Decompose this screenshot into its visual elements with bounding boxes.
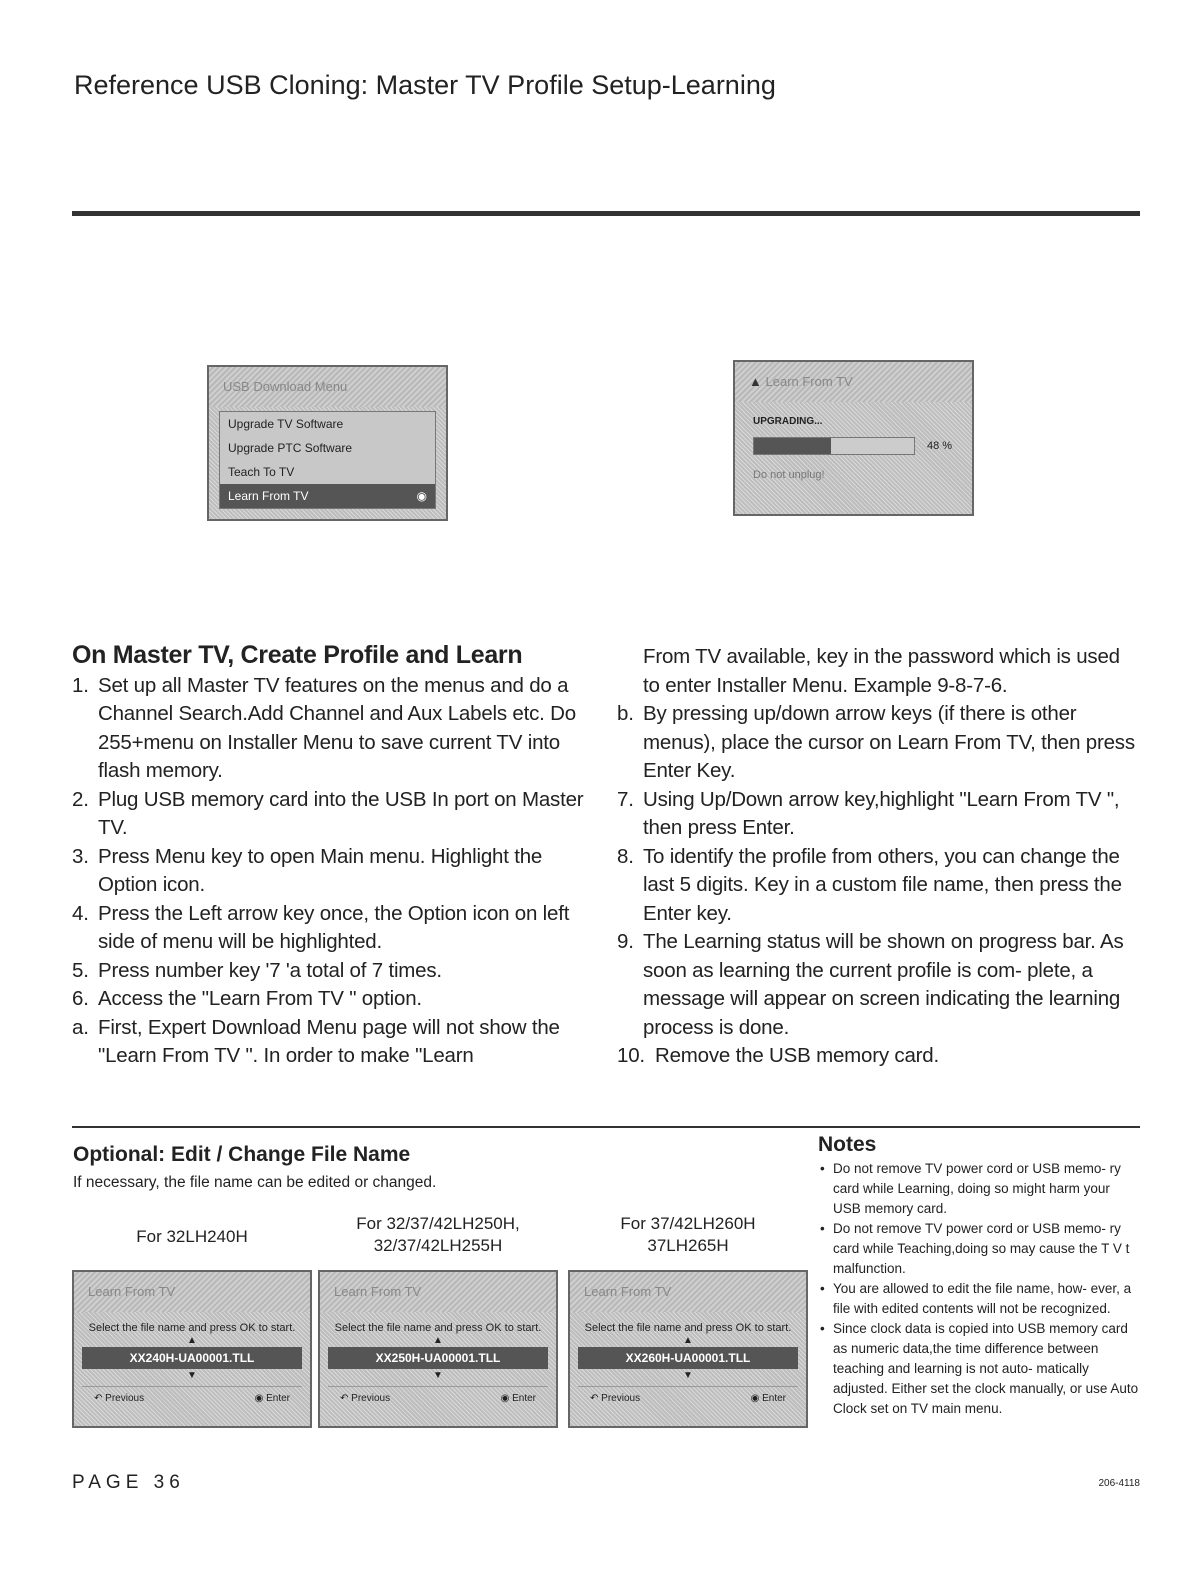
file-select-screenshot [318,1270,558,1428]
notes-heading: Notes [818,1133,877,1156]
list-item [617,843,1142,929]
file-name-field: XX260H-UA00001.TLL [578,1347,798,1369]
list-item [72,985,597,1014]
item-text: Set up all Master TV features on the menus and do a Channel Search.Add Channel and Aux Labels etc. Do 255+menu on Installer Menu to save current TV into flash memory. [98,673,576,782]
model-label-line: For 32LH240H [136,1227,248,1246]
enter-hint [751,1393,786,1404]
item-text: Plug USB memory card into the USB In port on Master TV. [98,787,584,839]
enter-hint [255,1393,290,1404]
previous-hint [340,1393,390,1404]
model-label-line: 37LH265H [647,1236,729,1255]
menu-item-label: Learn From TV [228,489,309,503]
radio-icon: ◉ [416,489,427,503]
list-item [72,672,597,786]
enter-label: Enter [762,1393,786,1404]
list-item [617,700,1142,786]
item-number: b. [617,702,634,725]
list-item [617,1042,1142,1071]
ok-icon: ◉ [750,1393,763,1404]
doc-number: 206-4118 [1098,1478,1140,1489]
model-label-line: 32/37/42LH255H [373,1236,503,1255]
return-icon: ↶ [94,1393,106,1404]
warning-text: Do not unplug! [753,469,825,481]
item-number: 1. [72,673,89,697]
page-number: PAGE 36 [72,1472,185,1493]
file-select-screenshot [568,1270,808,1428]
note-item: • Do not remove TV power cord or USB memo- ry card while Learning, doing so might harm your USB memory card. [818,1159,1140,1219]
ok-icon: ◉ [500,1393,513,1404]
prompt-text: Select the file name and press OK to start. [334,1322,542,1334]
up-arrow-icon: ▲ [433,1335,443,1346]
model-label [318,1213,558,1257]
item-number: 4. [72,901,89,925]
section-heading: On Master TV, Create Profile and Learn [72,641,523,669]
optional-subtitle: If necessary, the file name can be edited or changed. [73,1174,437,1191]
page-title: Reference USB Cloning: Master TV Profile Setup-Learning [74,70,776,100]
screen-footer [578,1386,798,1404]
divider [72,211,1140,216]
list-item [72,957,597,986]
right-column [617,643,1142,1071]
screen-header: Learn From TV [570,1272,806,1312]
optional-heading: Optional: Edit / Change File Name [73,1143,411,1166]
divider [72,1126,1140,1128]
menu-list [219,411,436,509]
down-arrow-icon: ▼ [433,1370,443,1381]
notes-panel [818,1133,1140,1419]
warning-icon: ▲ [749,374,762,389]
item-text: Press the Left arrow key once, the Option icon on left side of menu will be highlighted. [98,901,570,953]
previous-label: Previous [105,1393,145,1404]
model-label [568,1213,808,1257]
down-arrow-icon: ▼ [683,1370,693,1381]
up-arrow-icon: ▲ [683,1335,693,1346]
previous-hint [590,1393,640,1404]
up-arrow-icon: ▲ [187,1335,197,1346]
item-text: Using Up/Down arrow key,highlight "Learn From TV ", then press Enter. [643,787,1120,839]
note-item: • You are allowed to edit the file name, how- ever, a file with edited contents will not be recognized. [818,1279,1140,1319]
item-text: Press Menu key to open Main menu. Highlight the Option icon. [98,844,543,896]
item-number: 5. [72,958,89,982]
list-item [617,928,1142,1042]
item-text: Access the "Learn From TV " option. [98,987,422,1010]
enter-hint [501,1393,536,1404]
previous-label: Previous [601,1393,641,1404]
usb-download-menu-screenshot [207,365,448,521]
progress-row [735,427,972,455]
menu-item: Upgrade PTC Software [228,441,353,455]
item-number: a. [72,1015,89,1039]
list-item [72,843,597,900]
item-number: 7. [617,787,634,811]
item-number: 6. [72,987,89,1010]
list-item [72,786,597,843]
item-text: Remove the USB memory card. [655,1044,939,1067]
enter-label: Enter [266,1393,290,1404]
screen-footer [328,1386,548,1404]
screen-header: Learn From TV [320,1272,556,1312]
item-text: The Learning status will be shown on progress bar. As soon as learning the current profile is com- plete, a message will appear on screen indicating the learning process is done. [643,930,1124,1039]
left-column [72,641,597,1071]
file-name-field: XX240H-UA00001.TLL [82,1347,302,1369]
note-item: • Since clock data is copied into USB memory card as numeric data,the time difference between teaching and learning is not auto- matically adjusted. Either set the clock manually, or use Auto Clock set on TV main menu. [818,1319,1140,1419]
status-text: UPGRADING... [753,416,823,427]
list-item [617,786,1142,843]
return-icon: ↶ [590,1393,602,1404]
item-text: First, Expert Download Menu page will not show the "Learn From TV ". In order to make "Learn [98,1015,560,1067]
prompt-text: Select the file name and press OK to start. [584,1322,792,1334]
progress-fill [754,438,831,454]
screen-header: Learn From TV [74,1272,310,1312]
menu-item-selected [220,484,435,508]
item-number: 2. [72,787,89,811]
menu-item: Teach To TV [228,465,295,479]
previous-hint [94,1393,144,1404]
menu-item: Upgrade TV Software [228,417,344,431]
item-text: Press number key '7 'a total of 7 times. [98,958,442,982]
item-text: To identify the profile from others, you can change the last 5 digits. Key in a custom file name, then press the Enter key. [643,844,1122,925]
prompt-text: Select the file name and press OK to start. [88,1322,296,1334]
previous-label: Previous [351,1393,391,1404]
model-label [72,1226,312,1248]
screen-footer [82,1386,302,1404]
file-name-field: XX250H-UA00001.TLL [328,1347,548,1369]
item-number: 8. [617,844,634,868]
screen-header [735,362,972,402]
return-icon: ↶ [340,1393,352,1404]
item-text: By pressing up/down arrow keys (if there is other menus), place the cursor on Learn From TV, then press Enter Key. [643,702,1135,782]
item-number: 3. [72,844,89,868]
note-item: • Do not remove TV power cord or USB memo- ry card while Teaching,doing so may cause the T V t malfunction. [818,1219,1140,1279]
list-item [72,1014,597,1071]
ok-icon: ◉ [254,1393,267,1404]
learn-progress-screenshot [733,360,974,516]
item-number: 10. [617,1044,645,1067]
screen-header-label: Learn From TV [765,374,853,389]
progress-bar [753,437,915,455]
file-select-screenshot [72,1270,312,1428]
model-label-line: For 32/37/42LH250H, [356,1214,520,1233]
enter-label: Enter [512,1393,536,1404]
model-label-line: For 37/42LH260H [620,1214,756,1233]
progress-label: 48 % [927,440,953,452]
item-number: 9. [617,930,634,953]
list-item [72,900,597,957]
continuation-text: From TV available, key in the password which is used to enter Installer Menu. Example 9-8-7-6. [643,645,1120,697]
screen-header: USB Download Menu [209,367,446,407]
down-arrow-icon: ▼ [187,1370,197,1381]
